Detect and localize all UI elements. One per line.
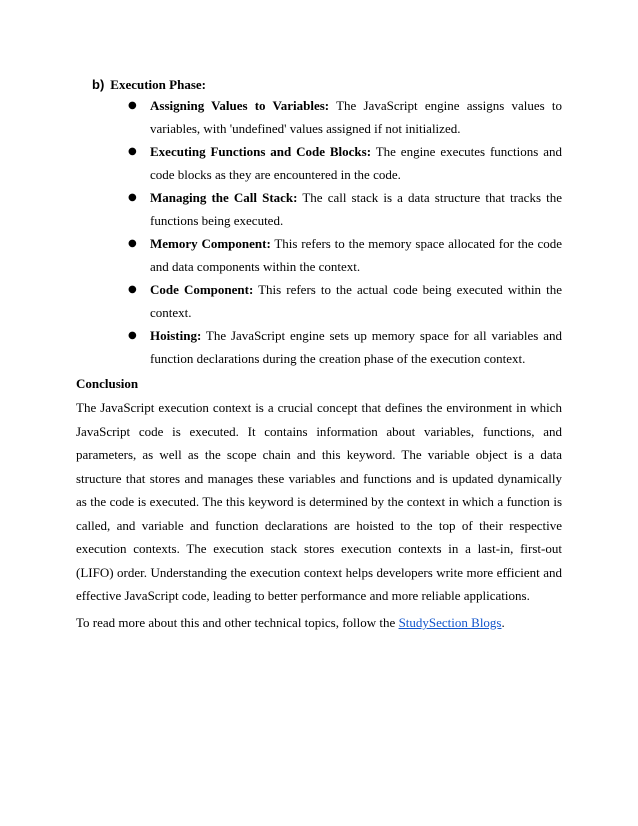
list-item [128, 186, 562, 232]
studysection-blogs-link[interactable]: StudySection Blogs [398, 615, 502, 630]
list-item-text: This refers to the actual code being executed within the context. [150, 282, 562, 320]
list-item-text: The engine executes functions and code blocks as they are encountered in the code. [150, 144, 562, 182]
list-item-text: This refers to the memory space allocated for the code and data components within the context. [150, 236, 562, 274]
read-more-line [76, 614, 505, 632]
bullet-icon: ● [128, 284, 137, 295]
execution-phase-heading [92, 76, 206, 94]
list-item-term: Executing Functions and Code Blocks: [150, 144, 372, 159]
section-title: Execution Phase: [110, 77, 206, 92]
list-item-term: Managing the Call Stack: [150, 190, 298, 205]
execution-phase-list [128, 94, 562, 370]
list-item [128, 278, 562, 324]
read-more-prefix: To read more about this and other technical topics, follow the [76, 615, 399, 630]
list-item-term: Code Component: [150, 282, 254, 297]
list-item [128, 140, 562, 186]
list-item [128, 232, 562, 278]
bullet-icon: ● [128, 330, 137, 341]
list-item-text: The JavaScript engine assigns values to variables, with 'undefined' values assigned if not initialized. [150, 98, 562, 136]
list-item [128, 324, 562, 370]
list-item-term: Assigning Values to Variables: [150, 98, 330, 113]
section-marker: b) [92, 77, 105, 92]
bullet-icon: ● [128, 192, 137, 203]
list-item-text: The JavaScript engine sets up memory space for all variables and function declarations during the creation phase of the execution context. [150, 328, 562, 366]
list-item-text: The call stack is a data structure that tracks the functions being executed. [150, 190, 562, 228]
list-item-term: Hoisting: [150, 328, 202, 343]
list-item [128, 94, 562, 140]
conclusion-paragraph: The JavaScript execution context is a crucial concept that defines the environment in which JavaScript code is executed. It contains information about variables, functions, and parameters, as well as the scope chain and this keyword. The variable object is a data structure that stores and manages these variables and functions and is updated dynamically as the code is executed. The this keyword is determined by the context in which a function is called, and variable and function declarations are hoisted to the top of their respective execution contexts. The execution stack stores execution contexts in a last-in, first-out (LIFO) order. Understanding the execution context helps developers write more efficient and effective JavaScript code, leading to better performance and more reliable applications. [76, 400, 562, 603]
list-item-term: Memory Component: [150, 236, 271, 251]
bullet-icon: ● [128, 146, 137, 157]
bullet-icon: ● [128, 100, 137, 111]
read-more-suffix: . [501, 615, 505, 630]
bullet-icon: ● [128, 238, 137, 249]
conclusion-heading: Conclusion [76, 376, 139, 391]
